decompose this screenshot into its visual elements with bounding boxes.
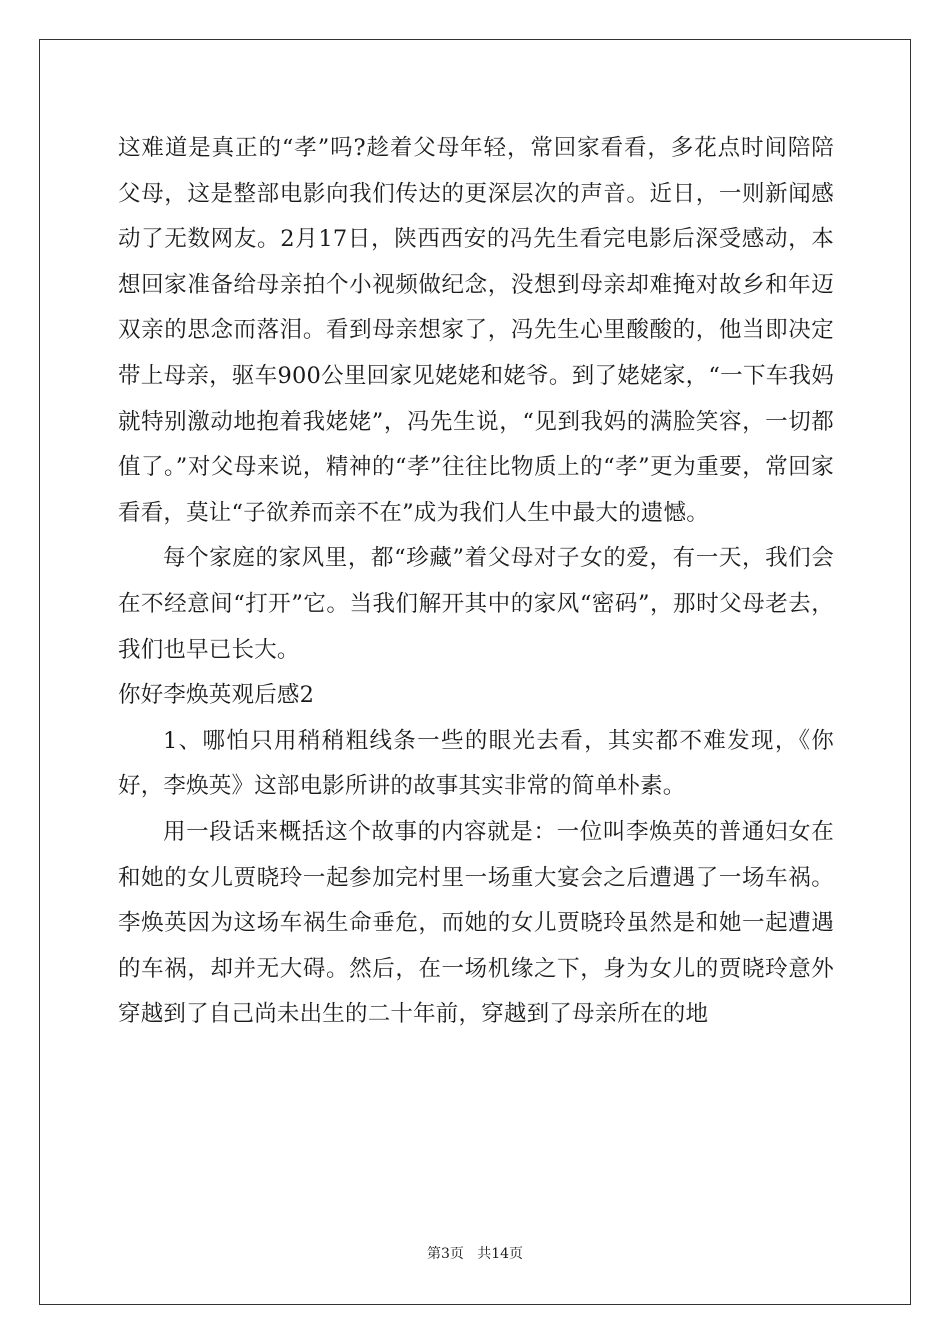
paragraph-1: 这难道是真正的“孝”吗?趁着父母年轻，常回家看看，多花点时间陪陪父母，这是整部电影向我们传达的更深层次的声音。近日，一则新闻感动了无数网友。2月17日，陕西西安的冯先生看完电影后深受感动，本想回家准备给母亲拍个小视频做纪念，没想到母亲却难掩对故乡和年迈双亲的思念而落泪。看到母亲想家了，冯先生心里酸酸的，他当即决定带上母亲，驱车900公里回家见姥姥和姥爷。到了姥姥家，“一下车我妈就特别激动地抱着我姥姥”，冯先生说，“见到我妈的满脸笑容，一切都值了。”对父母来说，精神的“孝”往往比物质上的“孝”更为重要，常回家看看，莫让“子欲养而亲不在”成为我们人生中最大的遗憾。 (118, 135, 834, 526)
paragraph-2: 每个家庭的家风里，都“珍藏”着父母对子女的爱，有一天，我们会在不经意间“打开”它。当我们解开其中的家风“密码”，那时父母老去，我们也早已长大。 (118, 545, 834, 663)
section-heading: 你好李焕英观后感2 (118, 682, 315, 709)
document-body (118, 126, 834, 1038)
paragraph-4: 用一段话来概括这个故事的内容就是：一位叫李焕英的普通妇女在和她的女儿贾晓玲一起参加完村里一场重大宴会之后遭遇了一场车祸。李焕英因为这场车祸生命垂危，而她的女儿贾晓玲虽然是和她一起遭遇的车祸，却并无大碍。然后，在一场机缘之下，身为女儿的贾晓玲意外穿越到了自己尚未出生的二十年前，穿越到了母亲所在的地 (118, 818, 834, 1028)
paragraph-3: 1、哪怕只用稍稍粗线条一些的眼光去看，其实都不难发现，《你好，李焕英》这部电影所讲的故事其实非常的简单朴素。 (118, 727, 834, 800)
page-number-footer: 第3页 共14页 (426, 1246, 524, 1262)
